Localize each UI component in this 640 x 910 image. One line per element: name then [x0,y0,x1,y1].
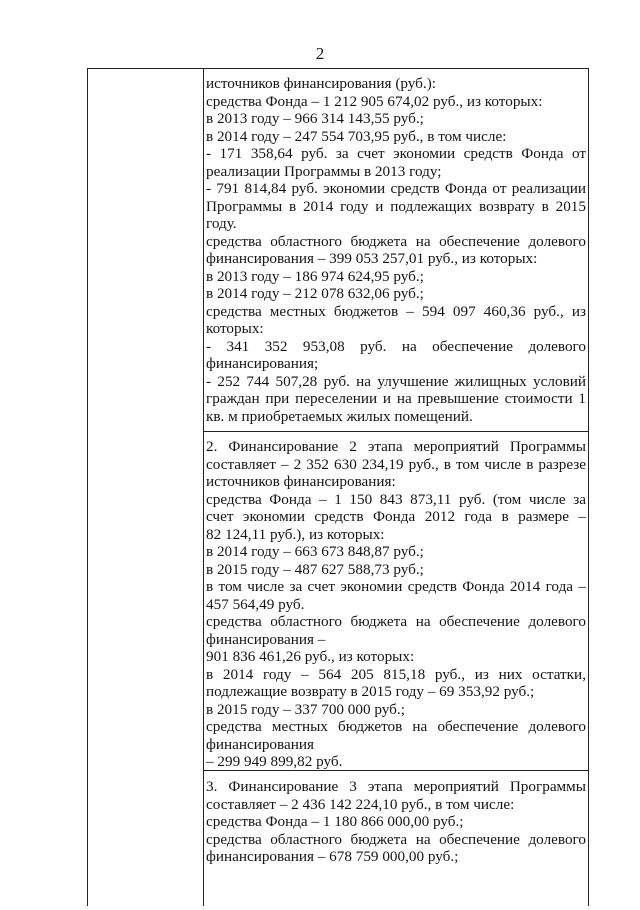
table-right-column [204,69,588,906]
text-line: 901 836 461,26 руб., из которых: [206,648,415,665]
text-line: средства местных бюджетов – 594 097 460,36 руб., из [206,302,586,320]
text-line: - 171 358,64 руб. за счет экономии средств Фонда от [206,145,586,162]
text-line: в том числе за счет экономии средств Фонда 2014 года – [206,578,586,595]
text-line: средства местных бюджетов на обеспечение долевого [206,718,586,735]
text-line: в 2014 году – 663 673 848,87 руб.; [206,543,424,560]
text-line: средства Фонда – 1 180 866 000,00 руб.; [206,813,464,830]
text-line: 82 124,11 руб.), из которых: [206,525,385,543]
text-line: 3. Финансирование 3 этапа мероприятий Программы [206,778,586,795]
text-line: 2. Финансирование 2 этапа мероприятий Программы [206,438,586,455]
page-number: 2 [315,44,325,63]
text-line: средства областного бюджета на обеспечение долевого [206,232,586,250]
text-line: финансирования [206,735,314,753]
text-line: в 2013 году – 186 974 624,95 руб.; [206,267,424,285]
text-line: в 2014 году – 212 078 632,06 руб.; [206,285,424,302]
text-line: - 791 814,84 руб. экономии средств Фонда от реализации [206,180,586,197]
table-cell-stage-3 [204,770,588,910]
text-line: финансирования – 678 759 000,00 руб.; [206,848,459,865]
text-line: средства областного бюджета на обеспечение долевого [206,830,586,848]
text-line: в 2015 году – 337 700 000 руб.; [206,700,405,718]
text-line: счет экономии средств Фонда 2012 года в размере – [206,508,586,525]
table-cell-stage-2 [204,431,588,770]
text-line: источников финансирования: [206,473,396,490]
text-line: – 299 949 899,82 руб. [206,753,343,770]
table-left-column [88,69,204,906]
text-line: составляет – 2 436 142 224,10 руб., в том числе: [206,795,515,813]
text-line: которых: [206,320,264,337]
text-line: подлежащие возврату в 2015 году – 69 353,92 руб.; [206,683,535,700]
text-line: источников финансирования (руб.): [206,75,436,92]
text-line: в 2013 году – 966 314 143,55 руб.; [206,110,424,127]
financing-table [87,68,589,906]
text-line: средства Фонда – 1 150 843 873,11 руб. (том числе за [206,490,586,508]
table-cell-stage-1-continued [204,75,588,431]
text-line: финансирования – 399 053 257,01 руб., из которых: [206,250,538,267]
text-line: в 2015 году – 487 627 588,73 руб.; [206,560,424,578]
text-line: средства областного бюджета на обеспечение долевого [206,613,586,630]
text-line: кв. м приобретаемых жилых помещений. [206,407,473,425]
text-line: реализации Программы в 2013 году; [206,162,442,180]
text-line: граждан при переселении и на превышение стоимости 1 [206,390,586,407]
text-line: 457 564,49 руб. [206,595,305,613]
text-line: - 341 352 953,08 руб. на обеспечение долевого [206,337,586,355]
text-line: составляет – 2 352 630 234,19 руб., в том числе в разрезе [206,455,586,473]
text-line: в 2014 году – 564 205 815,18 руб., из них остатки, [206,665,586,683]
text-line: - 252 744 507,28 руб. на улучшение жилищных условий [206,372,586,390]
text-line: в 2014 году – 247 554 703,95 руб., в том числе: [206,127,507,145]
text-line: средства Фонда – 1 212 905 674,02 руб., из которых: [206,92,543,110]
text-line: финансирования – [206,630,326,648]
text-line: финансирования; [206,355,319,372]
text-line: Программы в 2014 году и подлежащих возврату в 2015 [206,197,586,215]
text-line: году. [206,215,237,232]
